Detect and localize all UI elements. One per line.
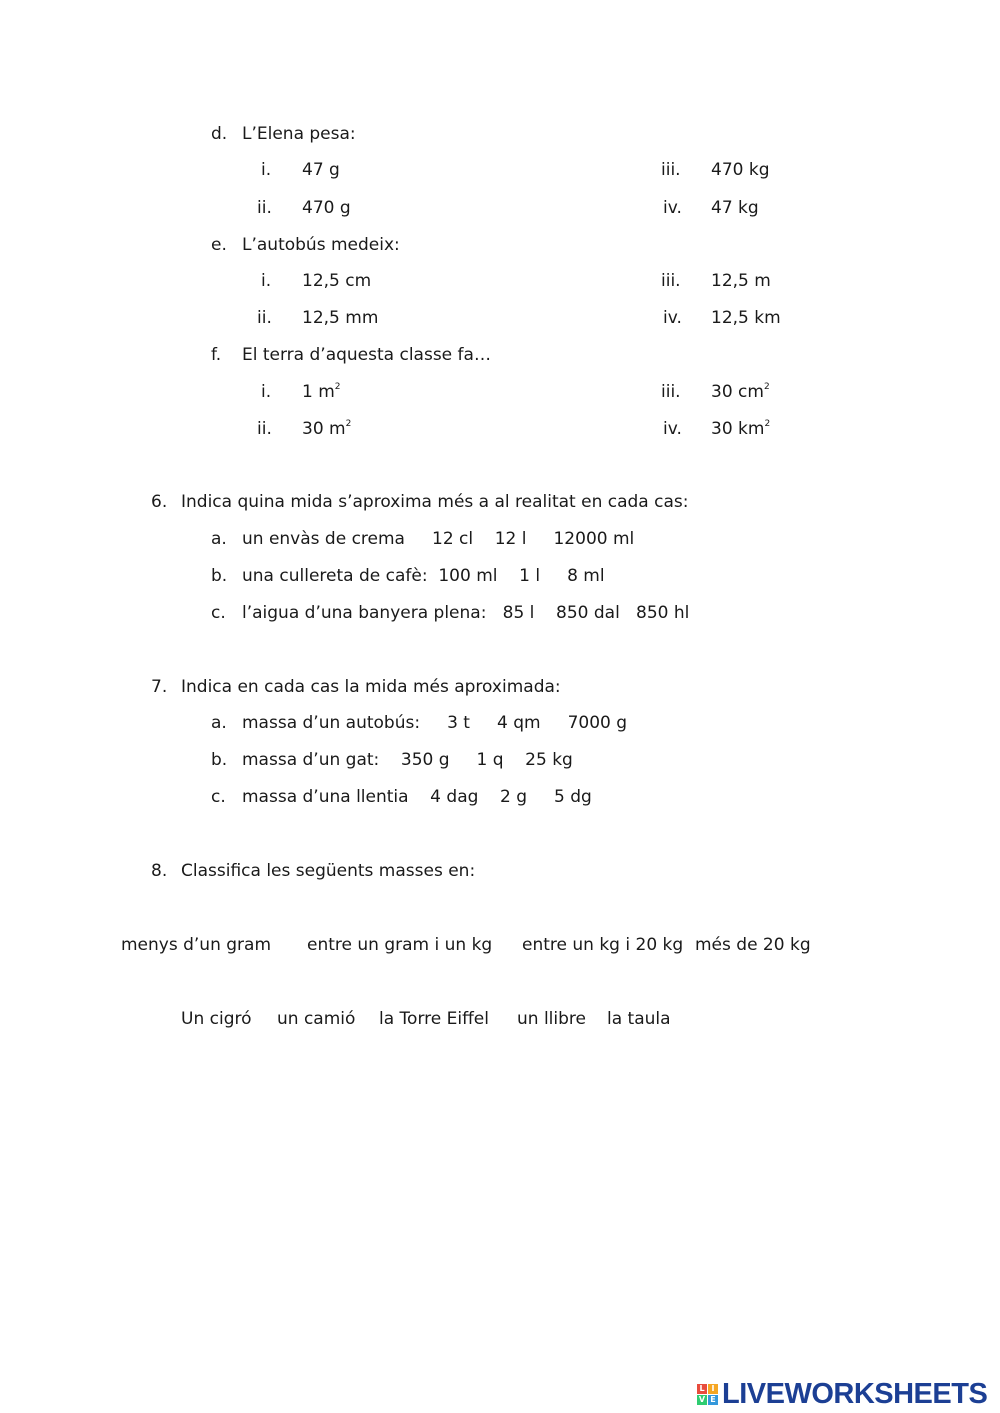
q8-object-torre-eiffel: la Torre Eiffel [379,1009,489,1029]
option-e-ii-num: ii. [257,308,272,328]
option-d-iii-num: iii. [661,160,681,180]
item-d-marker: d. [211,124,228,144]
option-f-iii-text: 30 $cm^2$ [711,382,770,402]
q8-object-camio: un camió [277,1009,356,1029]
option-f-iii-num: iii. [661,382,681,402]
q8-object-cigro: Un cigró [181,1009,252,1029]
option-d-ii-num: ii. [257,198,272,218]
q6-number: 6. [151,492,168,512]
option-d-i-num: i. [261,160,272,180]
q6-a-marker: a. [211,529,227,549]
option-d-iv-num: iv. [663,198,682,218]
q8-category-gram-to-kg: entre un gram i un kg [307,935,493,955]
item-e-text: L’autobús medeix: [242,235,400,255]
q8-object-taula: la taula [607,1009,671,1029]
option-f-iv-num: iv. [663,419,682,439]
option-e-iv-num: iv. [663,308,682,328]
option-f-ii-text: 30 $m^2$ [302,419,352,439]
q7-c-marker: c. [211,787,226,807]
item-e-marker: e. [211,235,227,255]
q6-b-text: una cullereta de cafè: 100 ml 1 l 8 ml [242,566,605,586]
q7-b-text: massa d’un gat: 350 g 1 q 25 kg [242,750,573,770]
q8-category-kg-to-20kg: entre un kg i 20 kg [522,935,684,955]
q6-b-marker: b. [211,566,228,586]
option-e-i-text: 12,5 cm [302,271,372,291]
option-f-ii-num: ii. [257,419,272,439]
option-e-i-num: i. [261,271,272,291]
q7-a-marker: a. [211,713,227,733]
option-d-iii-text: 470 kg [711,160,770,180]
q7-text: Indica en cada cas la mida més aproximada: [181,677,561,697]
logo-blocks-icon: L I V E [697,1384,718,1405]
q7-b-marker: b. [211,750,228,770]
option-e-iv-text: 12,5 km [711,308,781,328]
item-d-text: L’Elena pesa: [242,124,356,144]
q8-object-llibre: un llibre [517,1009,586,1029]
option-e-ii-text: 12,5 mm [302,308,379,328]
q6-c-text: l’aigua d’una banyera plena: 85 l 850 dal 850 hl [242,603,690,623]
option-e-iii-text: 12,5 m [711,271,771,291]
option-d-i-text: 47 g [302,160,340,180]
logo-text: LIVEWORKSHEETS [722,1377,988,1410]
q8-number: 8. [151,861,168,881]
option-e-iii-num: iii. [661,271,681,291]
item-f-marker: f. [211,345,222,365]
q6-c-marker: c. [211,603,226,623]
q7-number: 7. [151,677,168,697]
q6-text: Indica quina mida s’aproxima més a al realitat en cada cas: [181,492,689,512]
q7-c-text: massa d’una llentia 4 dag 2 g 5 dg [242,787,592,807]
option-f-iv-text: 30 $km^2$ [711,419,771,439]
q8-category-less-than-gram: menys d’un gram [121,935,272,955]
item-f-text: El terra d’aquesta classe fa… [242,345,491,365]
option-f-i-text: 1 $m^2$ [302,382,341,402]
q8-category-more-than-20kg: més de 20 kg [695,935,811,955]
option-f-i-num: i. [261,382,272,402]
q8-text: Classifica les següents masses en: [181,861,476,881]
q7-a-text: massa d’un autobús: 3 t 4 qm 7000 g [242,713,628,733]
option-d-iv-text: 47 kg [711,198,759,218]
q6-a-text: un envàs de crema 12 cl 12 l 12000 ml [242,529,635,549]
liveworksheets-logo [697,1379,987,1409]
option-d-ii-text: 470 g [302,198,351,218]
